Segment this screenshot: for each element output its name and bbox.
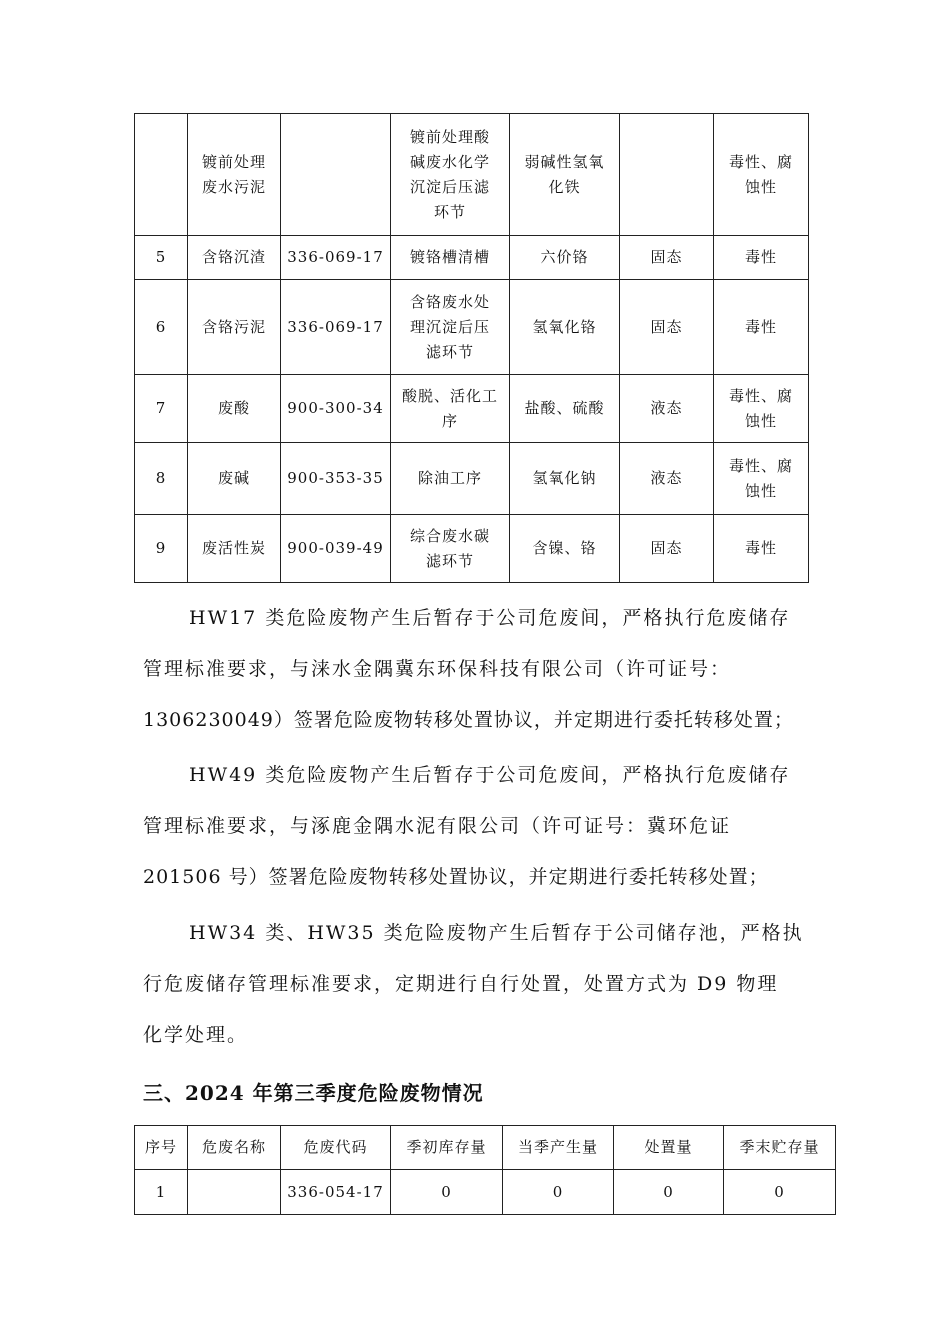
cell-form: 固态 <box>620 236 714 280</box>
paragraph-line: 管理标准要求，与涞水金隅冀东环保科技有限公司（许可证号： <box>143 658 732 680</box>
cell-form: 固态 <box>620 280 714 375</box>
paragraph-line: HW34 类、HW35 类危险废物产生后暂存于公司储存池，严格执 <box>189 922 804 944</box>
cell-source: 酸脱、活化工 序 <box>391 375 510 443</box>
cell-code: 336-069-17 <box>281 280 391 375</box>
cell-no: 7 <box>135 375 188 443</box>
paragraph-hw49 <box>143 750 813 903</box>
column-header: 处置量 <box>614 1126 724 1170</box>
cell-no <box>135 114 188 236</box>
cell-hazard: 毒性 <box>714 280 809 375</box>
table-row <box>135 114 809 236</box>
cell-no: 9 <box>135 515 188 583</box>
cell-code: 900-039-49 <box>281 515 391 583</box>
cell-name <box>188 1170 281 1215</box>
table-row <box>135 280 809 375</box>
cell-code: 336-054-17 <box>281 1170 391 1215</box>
cell-source: 综合废水碳 滤环节 <box>391 515 510 583</box>
cell-code: 336-069-17 <box>281 236 391 280</box>
cell-name: 镀前处理 废水污泥 <box>188 114 281 236</box>
cell-hazard: 毒性 <box>714 236 809 280</box>
cell-form <box>620 114 714 236</box>
cell-no: 6 <box>135 280 188 375</box>
cell-component: 氢氧化铬 <box>510 280 620 375</box>
column-header: 季末贮存量 <box>724 1126 836 1170</box>
cell-component: 含镍、铬 <box>510 515 620 583</box>
column-header: 危废代码 <box>281 1126 391 1170</box>
table-row <box>135 375 809 443</box>
cell-no: 8 <box>135 443 188 515</box>
cell-name: 废碱 <box>188 443 281 515</box>
cell-hazard: 毒性、腐 蚀性 <box>714 114 809 236</box>
cell-source: 含铬废水处 理沉淀后压 滤环节 <box>391 280 510 375</box>
paragraph-line: 化学处理。 <box>143 1024 249 1046</box>
paragraph-hw17 <box>143 593 813 746</box>
cell-hazard: 毒性、腐 蚀性 <box>714 375 809 443</box>
quarterly-waste-table <box>134 1125 836 1215</box>
cell-name: 废酸 <box>188 375 281 443</box>
table-row <box>135 236 809 280</box>
cell-disposed: 0 <box>614 1170 724 1215</box>
paragraph-line: 1306230049）签署危险废物转移处置协议，并定期进行委托转移处置； <box>143 709 794 731</box>
cell-closing-stock: 0 <box>724 1170 836 1215</box>
cell-code: 900-300-34 <box>281 375 391 443</box>
column-header: 季初库存量 <box>391 1126 503 1170</box>
paragraph-line: 201506 号）签署危险废物转移处置协议，并定期进行委托转移处置； <box>143 866 769 888</box>
cell-form: 固态 <box>620 515 714 583</box>
cell-component: 盐酸、硫酸 <box>510 375 620 443</box>
table-row <box>135 443 809 515</box>
cell-component: 氢氧化钠 <box>510 443 620 515</box>
cell-source: 镀铬槽清槽 <box>391 236 510 280</box>
paragraph-line: 行危废储存管理标准要求，定期进行自行处置，处置方式为 D9 物理 <box>143 973 779 995</box>
paragraph-line: 管理标准要求，与涿鹿金隅水泥有限公司（许可证号：冀环危证 <box>143 815 732 837</box>
cell-hazard: 毒性 <box>714 515 809 583</box>
cell-no: 1 <box>135 1170 188 1215</box>
cell-source: 除油工序 <box>391 443 510 515</box>
column-header: 序号 <box>135 1126 188 1170</box>
table-row <box>135 1170 836 1215</box>
hazardous-waste-table <box>134 113 809 583</box>
cell-name: 废活性炭 <box>188 515 281 583</box>
cell-hazard: 毒性、腐 蚀性 <box>714 443 809 515</box>
paragraph-line: HW17 类危险废物产生后暂存于公司危废间，严格执行危废储存 <box>189 607 791 629</box>
table-row <box>135 515 809 583</box>
cell-form: 液态 <box>620 375 714 443</box>
paragraph-line: HW49 类危险废物产生后暂存于公司危废间，严格执行危废储存 <box>189 764 791 786</box>
cell-component: 弱碱性氢氧 化铁 <box>510 114 620 236</box>
cell-code <box>281 114 391 236</box>
cell-code: 900-353-35 <box>281 443 391 515</box>
cell-source: 镀前处理酸 碱废水化学 沉淀后压滤 环节 <box>391 114 510 236</box>
section-heading: 三、2024 年第三季度危险废物情况 <box>143 1081 484 1105</box>
cell-generated: 0 <box>503 1170 614 1215</box>
cell-name: 含铬沉渣 <box>188 236 281 280</box>
column-header: 危废名称 <box>188 1126 281 1170</box>
cell-opening-stock: 0 <box>391 1170 503 1215</box>
cell-component: 六价铬 <box>510 236 620 280</box>
cell-form: 液态 <box>620 443 714 515</box>
column-header: 当季产生量 <box>503 1126 614 1170</box>
paragraph-hw34-hw35 <box>143 908 813 1061</box>
cell-name: 含铬污泥 <box>188 280 281 375</box>
table-header-row <box>135 1126 836 1170</box>
cell-no: 5 <box>135 236 188 280</box>
